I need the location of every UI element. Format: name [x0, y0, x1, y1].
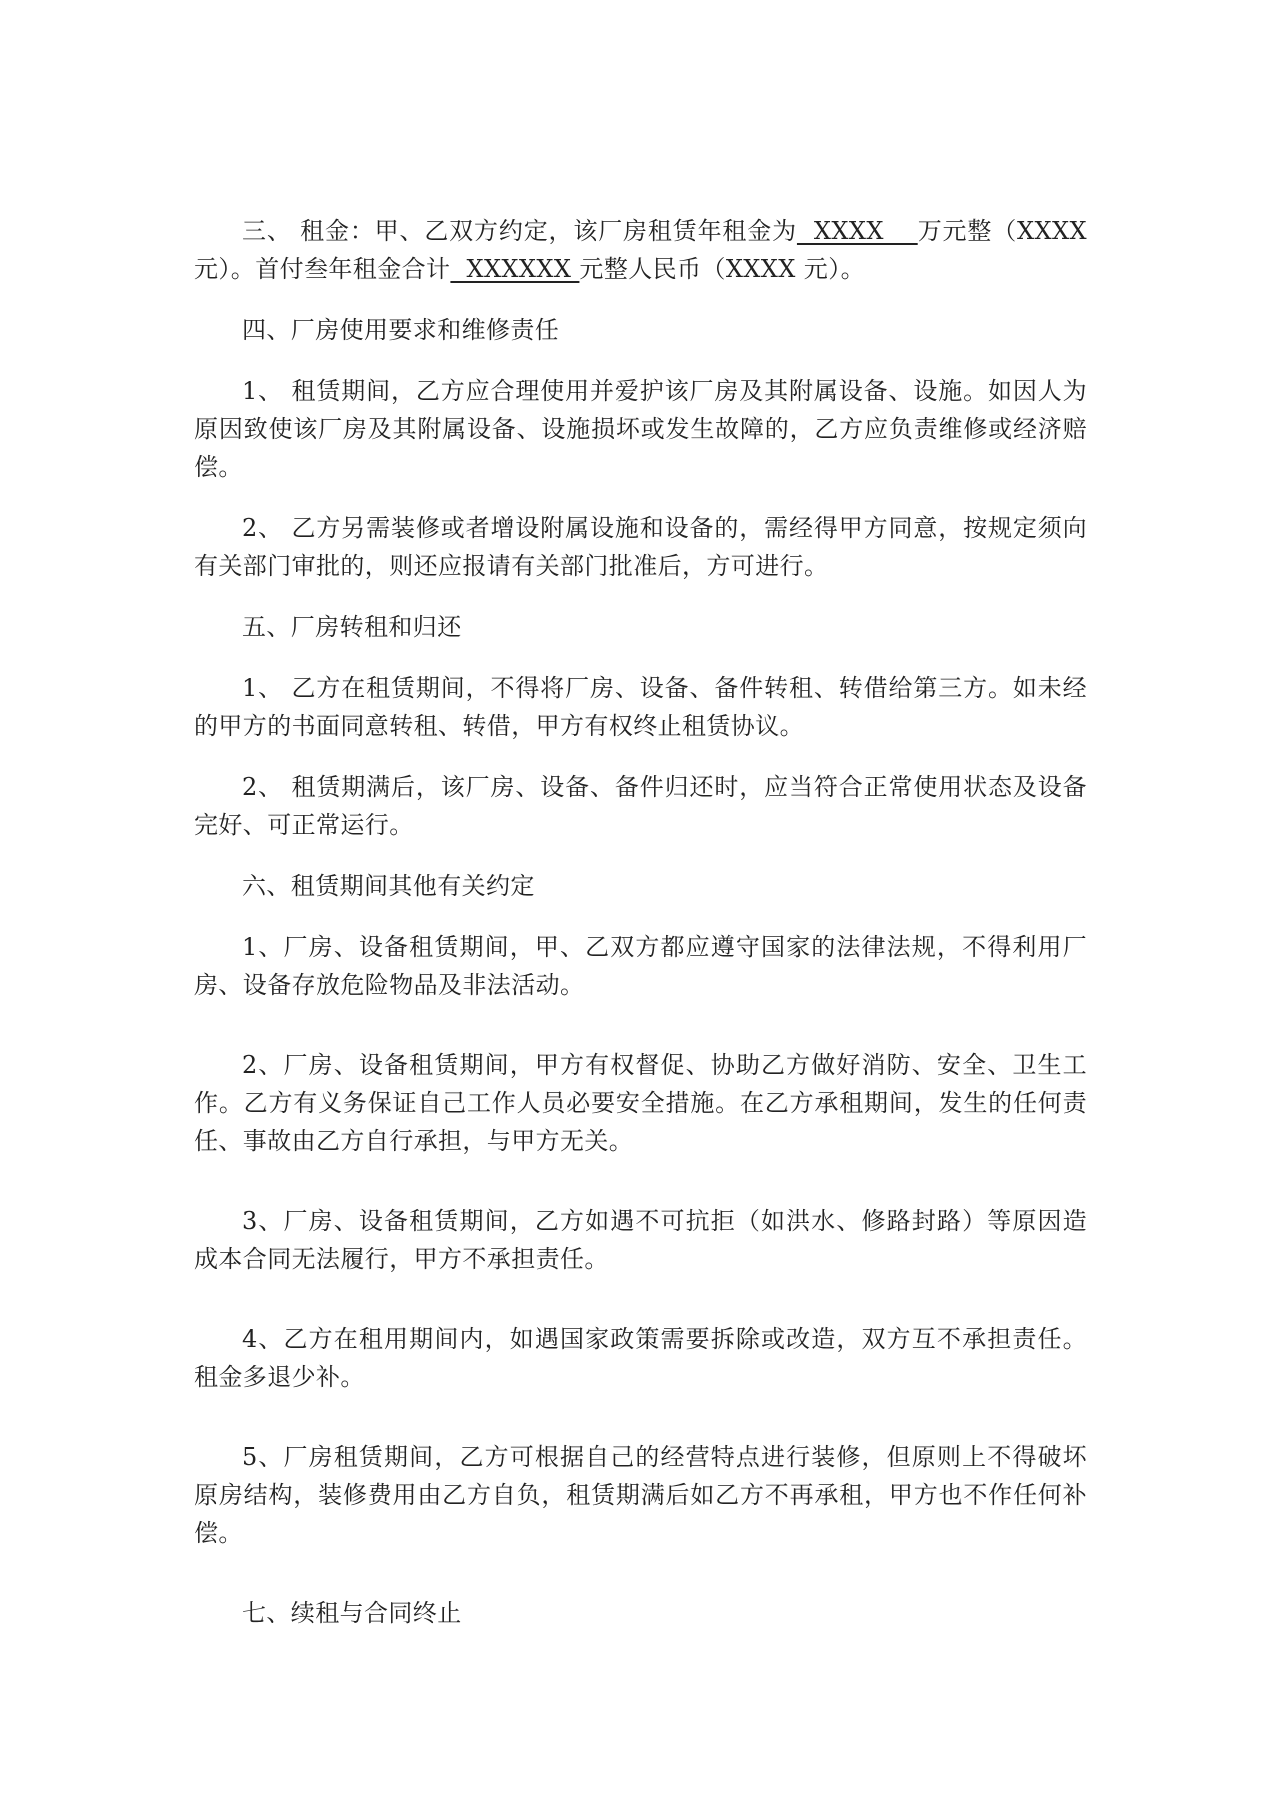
section-heading-7: 七、续租与合同终止	[242, 1599, 462, 1627]
section-heading-5: 五、厂房转租和归还	[242, 613, 462, 641]
rent-clause	[194, 212, 1087, 288]
section-heading-6: 六、租赁期间其他有关约定	[242, 872, 535, 900]
clause-6-3: 3、厂房、设备租赁期间，乙方如遇不可抗拒（如洪水、修路封路）等原因造成本合同无法履行，甲方不承担责任。	[194, 1207, 1087, 1273]
section-heading-4: 四、厂房使用要求和维修责任	[242, 316, 560, 344]
annual-rent-blank: XXXX	[796, 217, 918, 245]
rent-clause-middle: 万元整（XXXX 元）。首付叁年租金合计	[194, 217, 1088, 283]
first-payment-blank: XXXXXX	[450, 255, 580, 283]
clause-6-5: 5、厂房租赁期间，乙方可根据自己的经营特点进行装修，但原则上不得破坏原房结构，装修费用由乙方自负，租赁期满后如乙方不再承租，甲方也不作任何补偿。	[194, 1443, 1087, 1547]
clause-4-1: 1、 租赁期间，乙方应合理使用并爱护该厂房及其附属设备、设施。如因人为原因致使该厂房及其附属设备、设施损坏或发生故障的，乙方应负责维修或经济赔偿。	[194, 377, 1087, 481]
clause-6-4: 4、乙方在租用期间内，如遇国家政策需要拆除或改造，双方互不承担责任。租金多退少补。	[194, 1325, 1087, 1391]
clause-5-1: 1、 乙方在租赁期间，不得将厂房、设备、备件转租、转借给第三方。如未经的甲方的书面同意转租、转借，甲方有权终止租赁协议。	[194, 674, 1087, 740]
rent-clause-prefix: 三、 租金：甲、乙双方约定，该厂房租赁年租金为	[242, 217, 797, 245]
clause-5-2: 2、 租赁期满后，该厂房、设备、备件归还时，应当符合正常使用状态及设备完好、可正常运行。	[194, 773, 1087, 839]
clause-6-1: 1、厂房、设备租赁期间，甲、乙双方都应遵守国家的法律法规，不得利用厂房、设备存放危险物品及非法活动。	[194, 933, 1087, 999]
rent-clause-suffix: 元整人民币（XXXX 元）。	[579, 255, 865, 283]
clause-6-2: 2、厂房、设备租赁期间，甲方有权督促、协助乙方做好消防、安全、卫生工作。乙方有义务保证自己工作人员必要安全措施。在乙方承租期间，发生的任何责任、事故由乙方自行承担，与甲方无关。	[194, 1051, 1087, 1155]
clause-4-2: 2、 乙方另需装修或者增设附属设施和设备的，需经得甲方同意，按规定须向有关部门审批的，则还应报请有关部门批准后，方可进行。	[194, 514, 1087, 580]
document-body	[194, 212, 1087, 1632]
